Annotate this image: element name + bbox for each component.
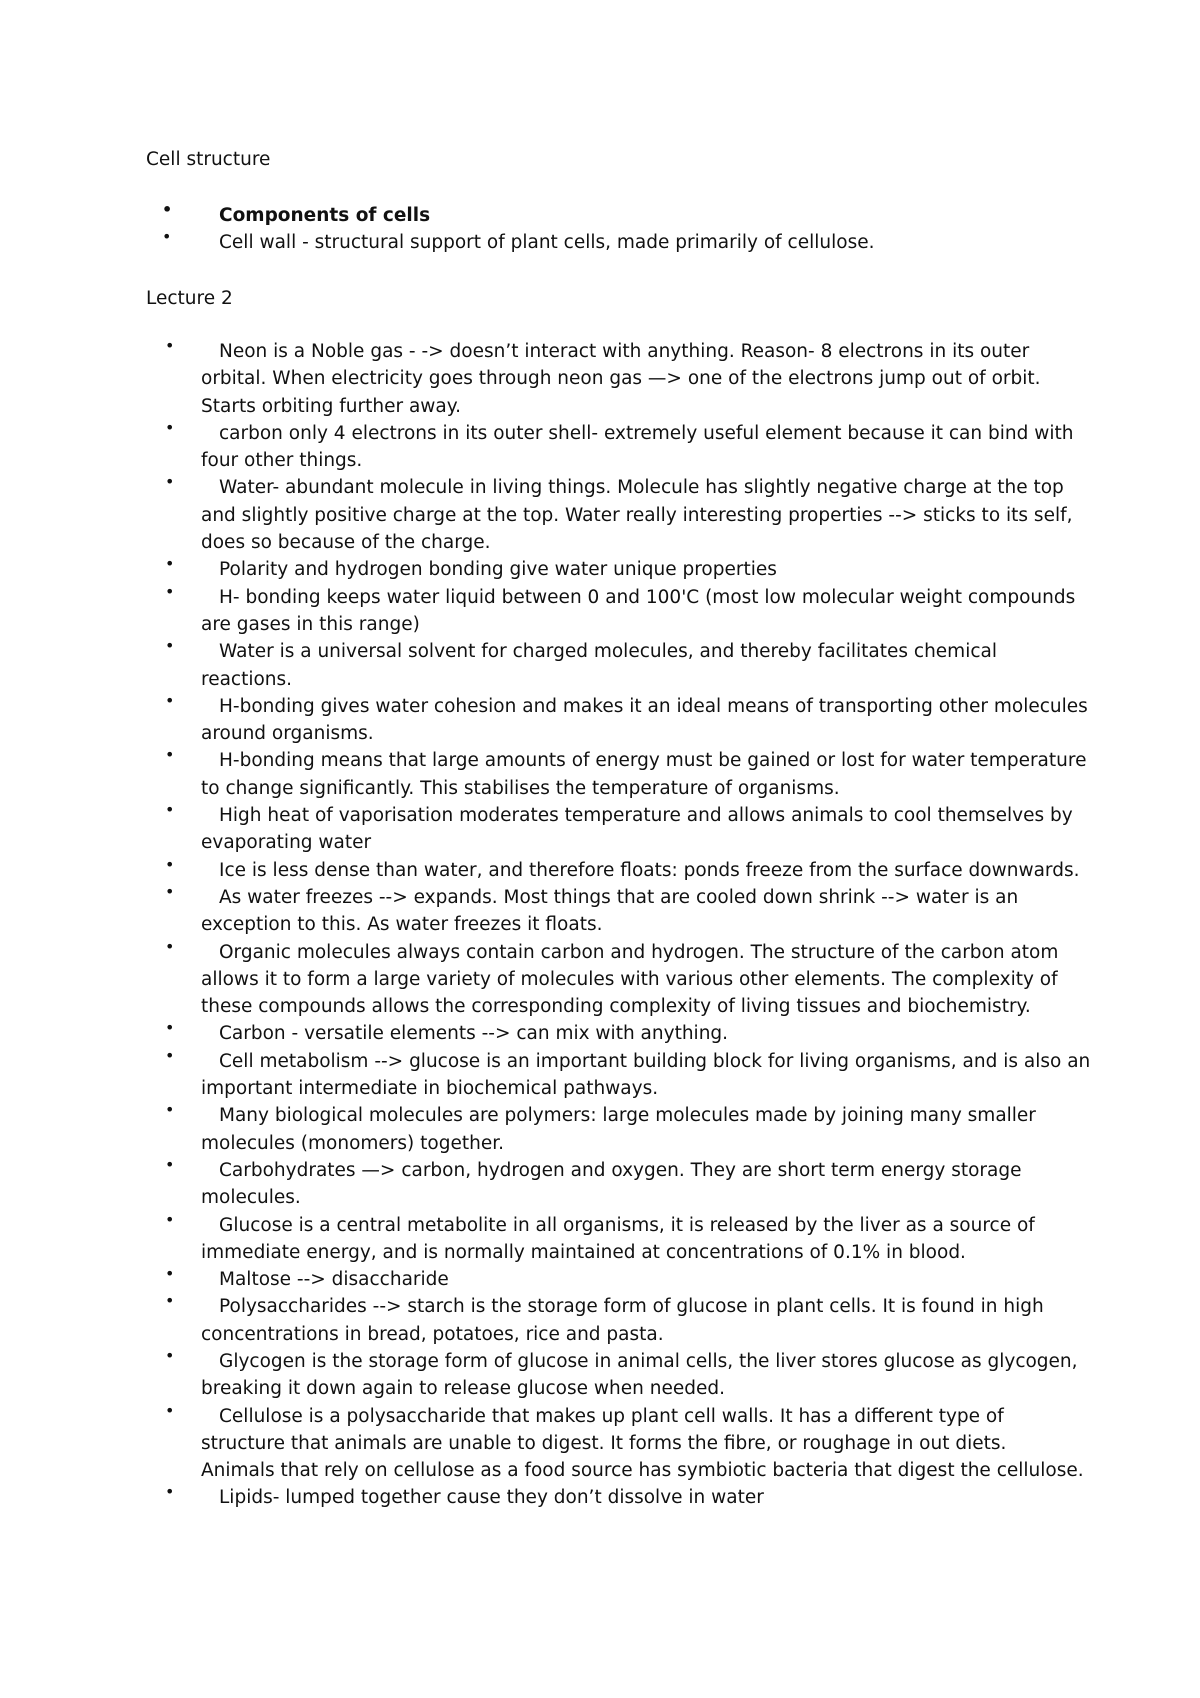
bullet-icon: • — [165, 1100, 175, 1120]
list-item — [0, 1293, 1090, 1348]
list-item — [0, 202, 874, 229]
bullet-icon: • — [165, 417, 175, 437]
list-item-text: around organisms. — [201, 723, 374, 745]
list-item-text: Cellulose is a polysaccharide that makes up plant cell walls. It has a different type of — [219, 1405, 1004, 1427]
section-title-cell-structure: Cell structure — [146, 149, 271, 170]
list-item-text: High heat of vaporisation moderates temperature and allows animals to cool themselves by — [219, 805, 1073, 827]
list-item-text: allows it to form a large variety of molecules with various other elements. The complexity of — [201, 968, 1058, 990]
list-item-text: Ice is less dense than water, and therefore floats: ponds freeze from the surface downwards. — [219, 859, 1080, 881]
list-item-text: important intermediate in biochemical pathways. — [201, 1078, 659, 1100]
list-item-text: evaporating water — [201, 832, 372, 854]
bullet-icon: • — [165, 936, 175, 956]
list-item-text: As water freezes --> expands. Most things that are cooled down shrink --> water is an — [219, 886, 1019, 908]
bullet-icon: • — [162, 200, 173, 219]
list-item — [0, 1154, 1090, 1212]
list-item — [0, 1045, 1091, 1103]
list-item — [0, 1345, 1090, 1403]
list-item — [0, 474, 1090, 556]
list-item-text: Water- abundant molecule in living things. Molecule has slightly negative charge at the top — [219, 477, 1064, 499]
list-item-text: Cell metabolism --> glucose is an important building block for living organisms, and is also an — [219, 1050, 1091, 1072]
list-item — [0, 747, 1090, 802]
list-item-text: Polysaccharides --> starch is the storage form of glucose in plant cells. It is found in high — [219, 1296, 1044, 1318]
list-item-text: Neon is a Noble gas - -> doesn’t interact with anything. Reason- 8 electrons in its outer — [219, 341, 1030, 362]
list-item — [0, 1209, 1090, 1267]
list-item-text: molecules. — [201, 1187, 301, 1209]
bullet-icon: • — [165, 581, 175, 601]
list-item-text: does so because of the charge. — [201, 532, 491, 554]
list-item-text: these compounds allows the corresponding complexity of living tissues and biochemistry. — [201, 996, 1031, 1018]
bullet-icon: • — [165, 854, 175, 874]
bullet-icon: • — [165, 1154, 175, 1174]
list-item — [0, 1020, 1090, 1047]
list-item-text: Starts orbiting further away. — [201, 395, 461, 417]
list-item-text: Water is a universal solvent for charged molecules, and thereby facilitates chemical — [219, 641, 997, 663]
list-item — [0, 690, 1090, 748]
list-item-text: Organic molecules always contain carbon and hydrogen. The structure of the carbon atom — [219, 941, 1059, 963]
bullet-icon: • — [165, 636, 175, 656]
list-item-text: H-bonding means that large amounts of energy must be gained or lost for water temperature — [219, 750, 1087, 772]
bullet-icon: • — [165, 1264, 175, 1284]
list-item — [0, 854, 1090, 884]
bullet-icon: • — [165, 554, 175, 574]
bullet-icon: • — [162, 227, 172, 247]
list-item — [0, 417, 1090, 475]
list-item-text: Glycogen is the storage form of glucose in animal cells, the liver stores glucose as glycogen, — [219, 1350, 1078, 1372]
bullet-icon: • — [165, 1291, 175, 1311]
bullet-icon: • — [165, 800, 175, 820]
list-item-text: carbon only 4 electrons in its outer shell- extremely useful element because it can bind with — [219, 422, 1074, 444]
list-item-text: Lipids- lumped together cause they don’t dissolve in water — [219, 1487, 764, 1509]
list-item-text: orbital. When electricity goes through neon gas —> one of the electrons jump out of orbit. — [201, 368, 1041, 390]
list-item — [0, 881, 1090, 939]
list-item-text: are gases in this range) — [201, 613, 420, 635]
list-item — [0, 1102, 1090, 1157]
bullet-icon: • — [165, 1345, 175, 1365]
list-item — [0, 802, 1090, 857]
list-item-text: H- bonding keeps water liquid between 0 and 100'C (most low molecular weight compounds — [219, 586, 1076, 608]
cell-structure-list — [0, 202, 874, 257]
list-item-text: structure that animals are unable to digest. It forms the fibre, or roughage in out diets. — [201, 1432, 1007, 1454]
list-item — [0, 1266, 1090, 1293]
list-item-text: Maltose --> disaccharide — [219, 1269, 449, 1291]
list-item-text: H-bonding gives water cohesion and makes it an ideal means of transporting other molecules — [219, 695, 1088, 717]
bullet-icon: • — [165, 690, 175, 710]
list-item-text: Carbohydrates —> carbon, hydrogen and oxygen. They are short term energy storage — [219, 1159, 1022, 1181]
list-item-text: molecules (monomers) together. — [201, 1132, 504, 1154]
list-item — [0, 229, 874, 256]
list-item — [0, 1484, 1090, 1511]
list-item-text: Polarity and hydrogen bonding give water unique properties — [219, 559, 777, 581]
list-item-text: to change significantly. This stabilises the temperature of organisms. — [201, 777, 840, 799]
list-item-text: four other things. — [201, 450, 363, 472]
bullet-icon: • — [165, 1400, 175, 1420]
bullet-icon: • — [165, 881, 175, 901]
list-item — [0, 1400, 1090, 1485]
list-item-text: concentrations in bread, potatoes, rice and pasta. — [201, 1323, 664, 1345]
list-item-text: and slightly positive charge at the top. Water really interesting properties --> sticks to its self, — [201, 504, 1073, 526]
list-item-text: breaking it down again to release glucose when needed. — [201, 1378, 725, 1400]
lecture-2-list — [0, 338, 1090, 1512]
list-item-text: Cell wall - structural support of plant cells, made primarily of cellulose. — [219, 232, 875, 254]
list-item-text: immediate energy, and is normally maintained at concentrations of 0.1% in blood. — [201, 1241, 966, 1263]
bullet-icon: • — [165, 1018, 175, 1038]
bullet-icon: • — [165, 745, 175, 765]
list-item-text: Animals that rely on cellulose as a food source has symbiotic bacteria that digest the cellulose. — [201, 1460, 1084, 1482]
list-item — [0, 556, 1090, 583]
section-title-lecture-2: Lecture 2 — [146, 288, 233, 309]
list-item — [0, 581, 1090, 639]
list-item-text: Many biological molecules are polymers: large molecules made by joining many smaller — [219, 1105, 1036, 1127]
list-item-text: exception to this. As water freezes it floats. — [201, 914, 603, 936]
bullet-icon: • — [165, 1045, 175, 1065]
list-item-text: Components of cells — [219, 205, 431, 226]
list-item — [0, 338, 1090, 420]
bullet-icon: • — [165, 1482, 175, 1502]
list-item — [0, 936, 1090, 1021]
list-item — [0, 638, 1090, 693]
bullet-icon: • — [165, 1209, 175, 1229]
bullet-icon: • — [165, 472, 175, 492]
bullet-icon: • — [165, 336, 175, 355]
list-item-text: Glucose is a central metabolite in all organisms, it is released by the liver as a source of — [219, 1214, 1035, 1236]
list-item-text: reactions. — [201, 668, 293, 690]
list-item-text: Carbon - versatile elements --> can mix with anything. — [219, 1023, 729, 1045]
